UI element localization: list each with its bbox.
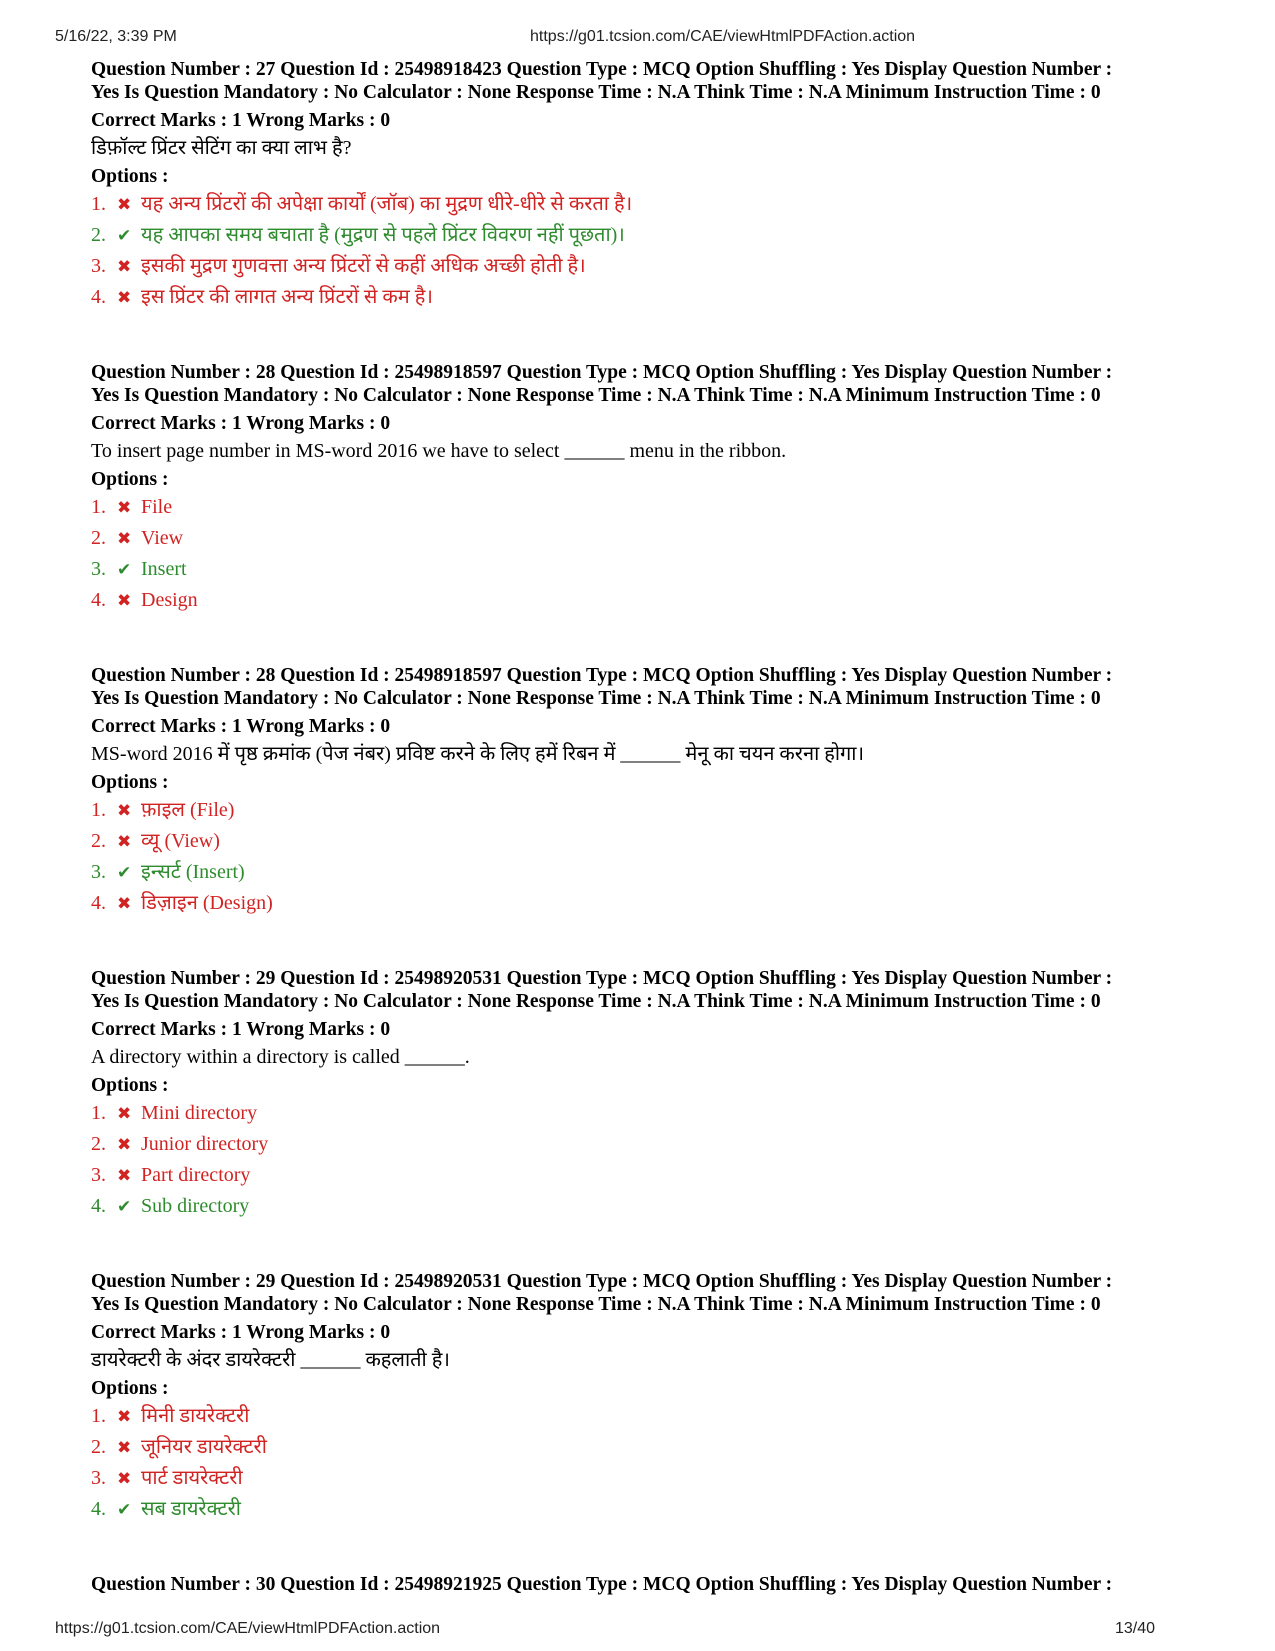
option-item — [91, 189, 1191, 220]
question-marks: Correct Marks : 1 Wrong Marks : 0 — [91, 413, 391, 434]
check-icon: ✔ — [117, 560, 132, 579]
question-meta-line2: Yes Is Question Mandatory : No Calculator : None Response Time : N.A Think Time : N.A Minimum Instruction Time : 0 — [91, 82, 1101, 103]
question-meta-line2: Yes Is Question Mandatory : No Calculator : None Response Time : N.A Think Time : N.A Minimum Instruction Time : 0 — [91, 688, 1101, 709]
option-number: 1. — [91, 1102, 106, 1124]
question-text: A directory within a directory is called ______. — [91, 1046, 470, 1068]
option-text: इसकी मुद्रण गुणवत्ता अन्य प्रिंटरों से कहीं अधिक अच्छी होती है। — [141, 255, 586, 277]
cross-icon: ✖ — [117, 195, 132, 214]
question-list — [91, 58, 1191, 1596]
option-number: 2. — [91, 1133, 106, 1155]
question-block — [91, 58, 1191, 313]
option-item — [91, 492, 1191, 523]
question-text: MS-word 2016 में पृष्ठ क्रमांक (पेज नंबर) प्रविष्ट करने के लिए हमें रिबन में ______ मेनू का चयन करना होगा। — [91, 743, 865, 765]
option-item — [91, 1098, 1191, 1129]
option-item — [91, 251, 1191, 282]
option-item — [91, 857, 1191, 888]
option-item — [91, 1494, 1191, 1525]
option-number: 4. — [91, 1498, 106, 1520]
options-label: Options : — [91, 1378, 169, 1399]
option-number: 3. — [91, 1467, 106, 1489]
option-item — [91, 1191, 1191, 1222]
question-text: डिफ़ॉल्ट प्रिंटर सेटिंग का क्या लाभ है? — [91, 137, 352, 159]
option-text: मिनी डायरेक्टरी — [141, 1405, 250, 1427]
option-text: फ़ाइल (File) — [141, 799, 235, 821]
footer-url: https://g01.tcsion.com/CAE/viewHtmlPDFAction.action — [55, 1620, 441, 1637]
option-text: इस प्रिंटर की लागत अन्य प्रिंटरों से कम है। — [141, 286, 433, 308]
cross-icon: ✖ — [117, 1135, 132, 1154]
option-text: Sub directory — [141, 1195, 250, 1217]
option-text: यह अन्य प्रिंटरों की अपेक्षा कार्यों (जॉब) का मुद्रण धीरे-धीरे से करता है। — [141, 193, 633, 215]
option-number: 4. — [91, 1195, 106, 1217]
option-text: Junior directory — [141, 1133, 269, 1155]
check-icon: ✔ — [117, 1500, 132, 1519]
option-text: Part directory — [141, 1164, 251, 1186]
option-number: 4. — [91, 589, 106, 611]
check-icon: ✔ — [117, 226, 132, 245]
option-item — [91, 220, 1191, 251]
check-icon: ✔ — [117, 1197, 132, 1216]
cross-icon: ✖ — [117, 1104, 132, 1123]
option-item — [91, 888, 1191, 919]
option-item — [91, 826, 1191, 857]
option-number: 3. — [91, 558, 106, 580]
option-item — [91, 585, 1191, 616]
cross-icon: ✖ — [117, 801, 132, 820]
option-number: 4. — [91, 892, 106, 914]
option-number: 2. — [91, 527, 106, 549]
print-header — [0, 28, 1275, 52]
cross-icon: ✖ — [117, 591, 132, 610]
option-item — [91, 1401, 1191, 1432]
question-block — [91, 1270, 1191, 1525]
option-item — [91, 523, 1191, 554]
question-meta-line1: Question Number : 30 Question Id : 25498921925 Question Type : MCQ Option Shuffling : Yes Display Question Number : — [91, 1574, 1113, 1595]
option-item — [91, 1463, 1191, 1494]
cross-icon: ✖ — [117, 529, 132, 548]
cross-icon: ✖ — [117, 1166, 132, 1185]
question-text: To insert page number in MS-word 2016 we have to select ______ menu in the ribbon. — [91, 440, 787, 462]
cross-icon: ✖ — [117, 894, 132, 913]
question-meta-line2: Yes Is Question Mandatory : No Calculator : None Response Time : N.A Think Time : N.A Minimum Instruction Time : 0 — [91, 1294, 1101, 1315]
option-text: Design — [141, 589, 198, 611]
print-url: https://g01.tcsion.com/CAE/viewHtmlPDFAction.action — [530, 28, 916, 45]
question-block — [91, 361, 1191, 616]
option-item — [91, 1129, 1191, 1160]
option-text: पार्ट डायरेक्टरी — [141, 1467, 243, 1489]
cross-icon: ✖ — [117, 1407, 132, 1426]
option-number: 3. — [91, 1164, 106, 1186]
question-block — [91, 967, 1191, 1222]
question-block — [91, 1573, 1191, 1596]
option-text: जूनियर डायरेक्टरी — [141, 1436, 267, 1458]
option-text: यह आपका समय बचाता है (मुद्रण से पहले प्रिंटर विवरण नहीं पूछता)। — [141, 224, 625, 246]
option-text: डिज़ाइन (Design) — [141, 892, 273, 914]
cross-icon: ✖ — [117, 1438, 132, 1457]
options-label: Options : — [91, 166, 169, 187]
option-number: 1. — [91, 1405, 106, 1427]
option-number: 1. — [91, 496, 106, 518]
option-number: 1. — [91, 799, 106, 821]
option-number: 3. — [91, 255, 106, 277]
page-number: 13/40 — [1114, 1620, 1155, 1637]
cross-icon: ✖ — [117, 288, 132, 307]
option-text: सब डायरेक्टरी — [141, 1498, 241, 1520]
option-number: 4. — [91, 286, 106, 308]
option-item — [91, 1160, 1191, 1191]
question-marks: Correct Marks : 1 Wrong Marks : 0 — [91, 716, 391, 737]
check-icon: ✔ — [117, 863, 132, 882]
option-item — [91, 1432, 1191, 1463]
option-text: View — [141, 527, 184, 549]
question-meta-line1: Question Number : 29 Question Id : 25498920531 Question Type : MCQ Option Shuffling : Yes Display Question Number : — [91, 968, 1113, 989]
option-text: इन्सर्ट (Insert) — [141, 861, 245, 883]
option-number: 1. — [91, 193, 106, 215]
option-text: व्यू (View) — [141, 830, 220, 852]
question-meta-line1: Question Number : 28 Question Id : 25498918597 Question Type : MCQ Option Shuffling : Yes Display Question Number : — [91, 665, 1113, 686]
option-text: Insert — [141, 558, 187, 580]
question-block — [91, 664, 1191, 919]
option-item — [91, 282, 1191, 313]
option-number: 2. — [91, 224, 106, 246]
options-label: Options : — [91, 772, 169, 793]
question-meta-line1: Question Number : 28 Question Id : 25498918597 Question Type : MCQ Option Shuffling : Yes Display Question Number : — [91, 362, 1113, 383]
options-label: Options : — [91, 1075, 169, 1096]
question-meta-line1: Question Number : 29 Question Id : 25498920531 Question Type : MCQ Option Shuffling : Yes Display Question Number : — [91, 1271, 1113, 1292]
option-text: File — [141, 496, 173, 518]
question-meta-line2: Yes Is Question Mandatory : No Calculator : None Response Time : N.A Think Time : N.A Minimum Instruction Time : 0 — [91, 991, 1101, 1012]
option-item — [91, 554, 1191, 585]
cross-icon: ✖ — [117, 1469, 132, 1488]
question-marks: Correct Marks : 1 Wrong Marks : 0 — [91, 1019, 391, 1040]
option-number: 3. — [91, 861, 106, 883]
question-meta-line1: Question Number : 27 Question Id : 25498918423 Question Type : MCQ Option Shuffling : Yes Display Question Number : — [91, 59, 1113, 80]
print-datetime: 5/16/22, 3:39 PM — [55, 28, 177, 45]
question-text: डायरेक्टरी के अंदर डायरेक्टरी ______ कहलाती है। — [91, 1349, 450, 1371]
question-meta-line2: Yes Is Question Mandatory : No Calculator : None Response Time : N.A Think Time : N.A Minimum Instruction Time : 0 — [91, 385, 1101, 406]
question-marks: Correct Marks : 1 Wrong Marks : 0 — [91, 110, 391, 131]
cross-icon: ✖ — [117, 257, 132, 276]
question-marks: Correct Marks : 1 Wrong Marks : 0 — [91, 1322, 391, 1343]
option-text: Mini directory — [141, 1102, 258, 1124]
cross-icon: ✖ — [117, 832, 132, 851]
option-number: 2. — [91, 830, 106, 852]
option-item — [91, 795, 1191, 826]
print-footer — [0, 1620, 1275, 1644]
option-number: 2. — [91, 1436, 106, 1458]
cross-icon: ✖ — [117, 498, 132, 517]
options-label: Options : — [91, 469, 169, 490]
